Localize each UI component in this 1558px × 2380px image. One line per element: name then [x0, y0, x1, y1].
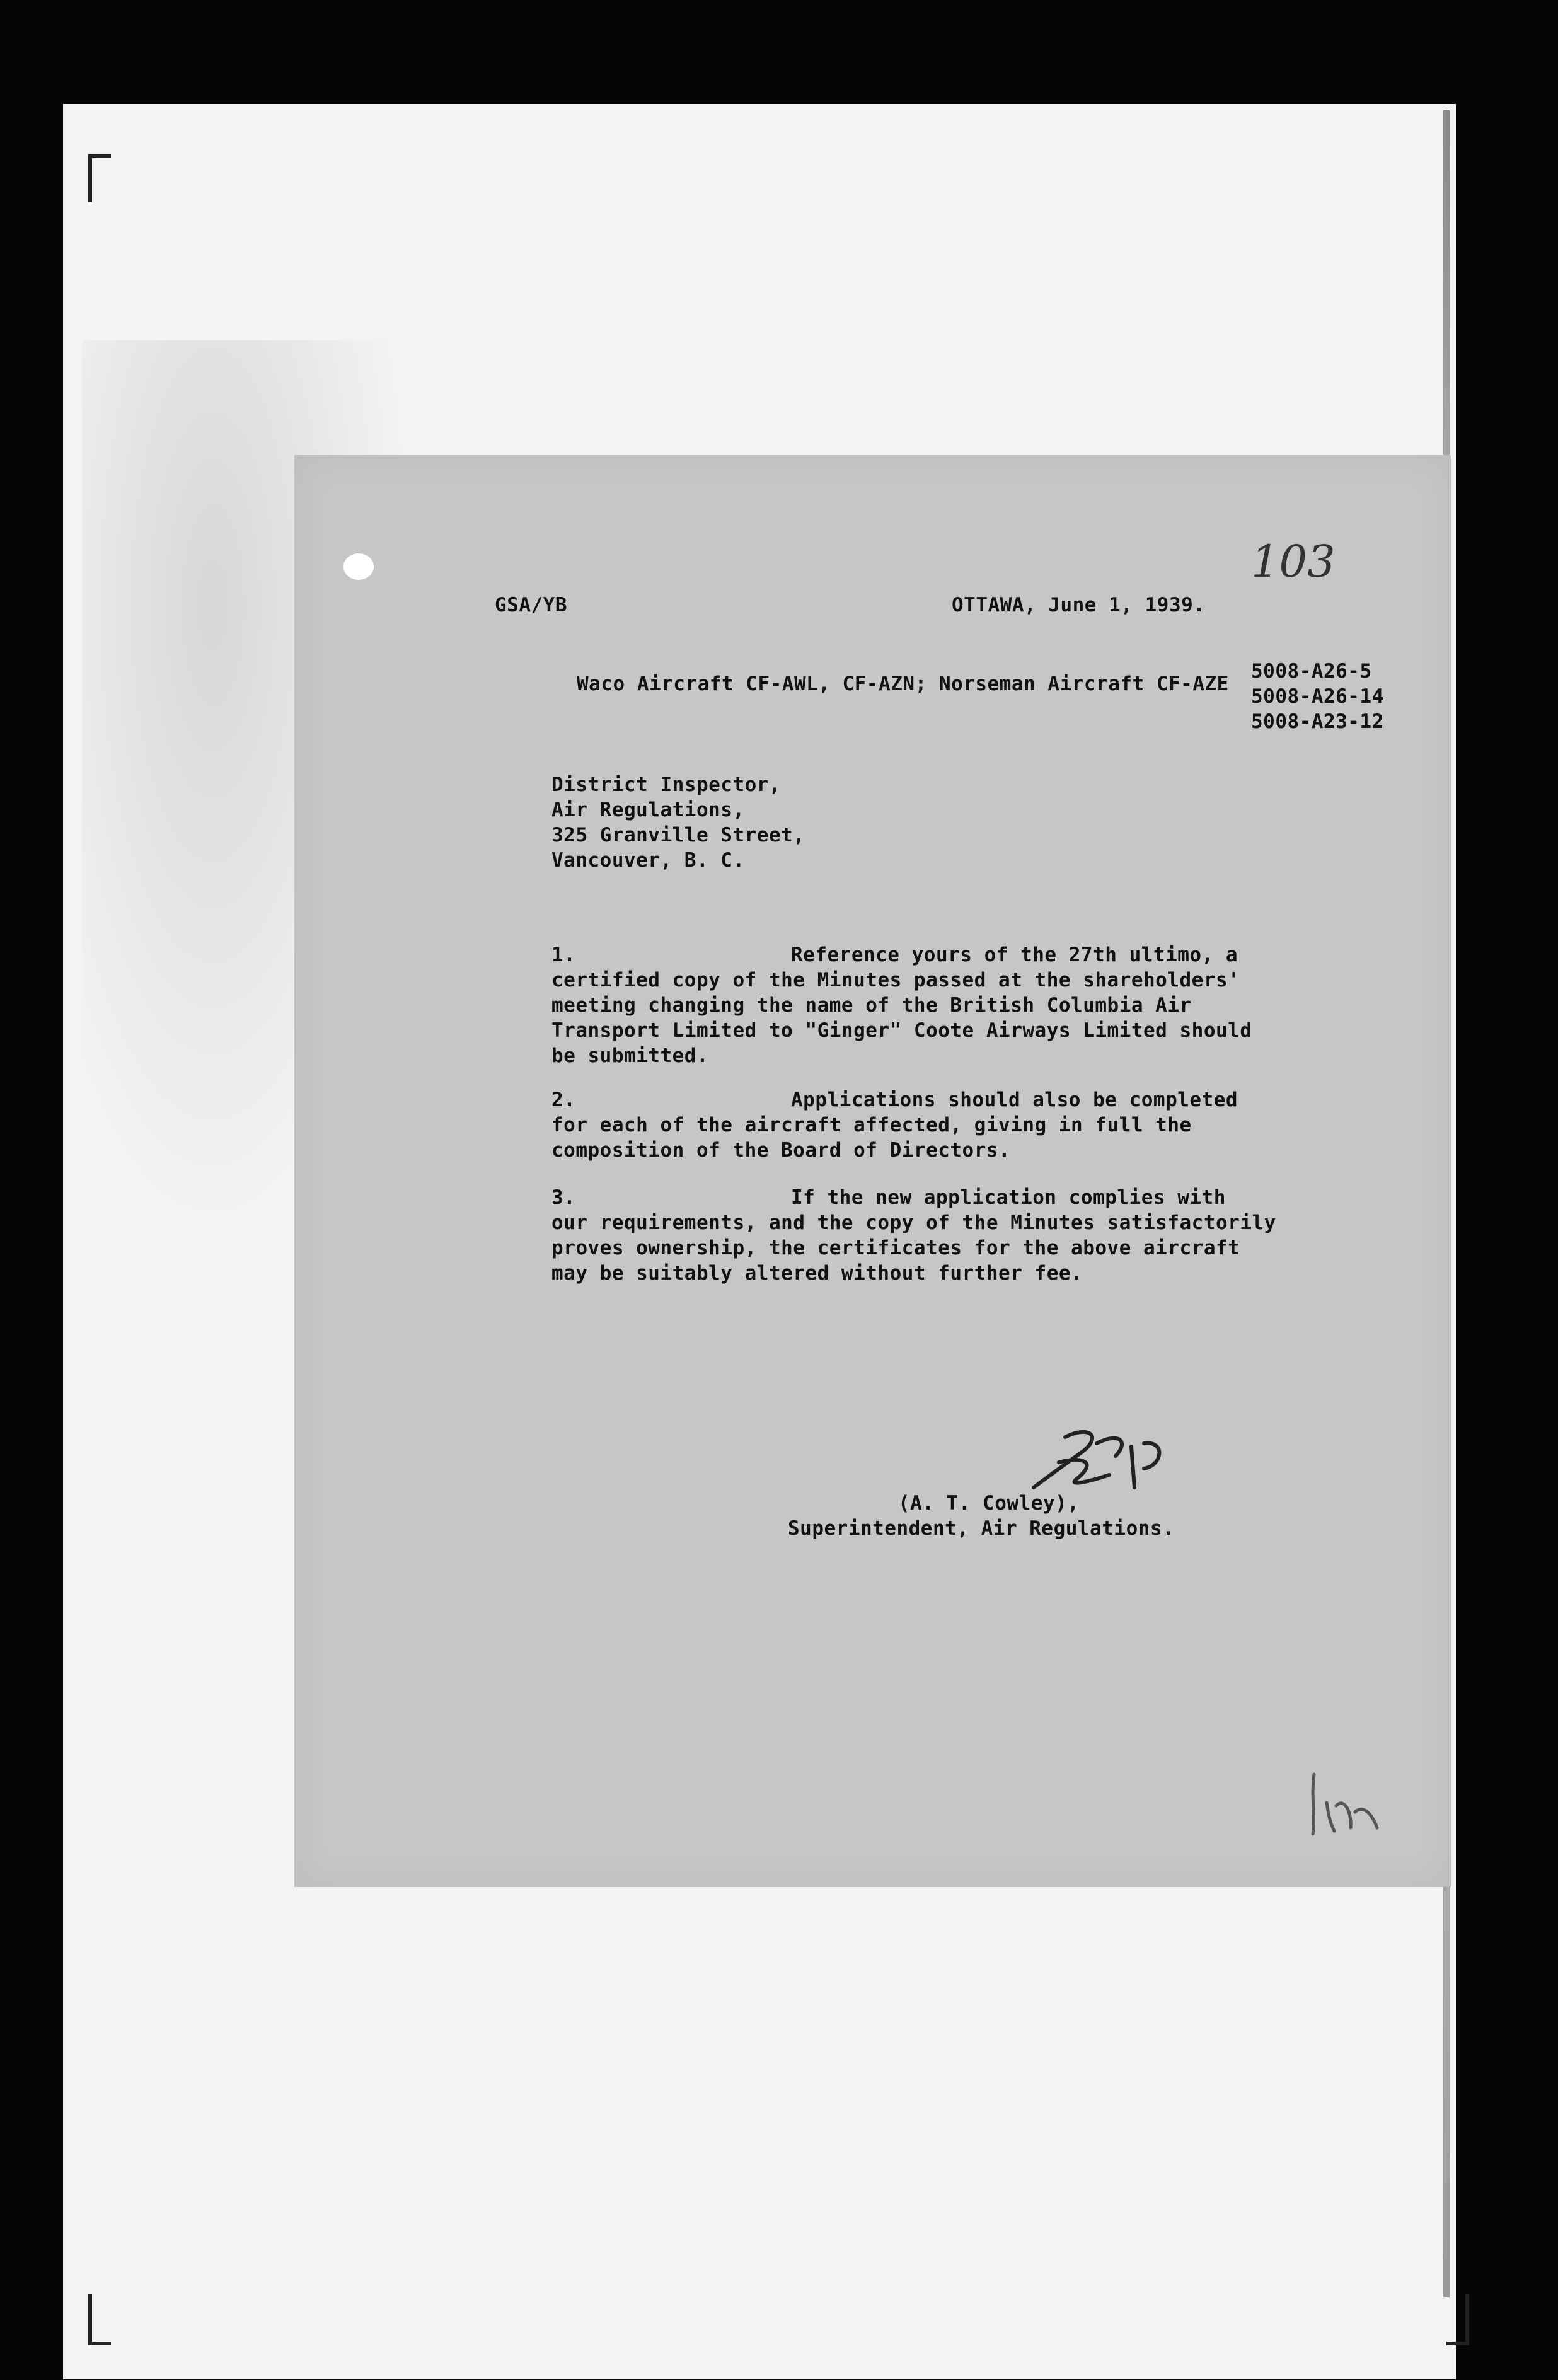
- recipient-line-1: District Inspector,: [551, 773, 782, 796]
- paragraph-1-line-2: certified copy of the Minutes passed at the shareholders': [551, 969, 1240, 991]
- place-date: OTTAWA, June 1, 1939.: [952, 594, 1206, 616]
- handwritten-mark: [1301, 1765, 1402, 1840]
- paragraph-2-line-3: composition of the Board of Directors.: [551, 1139, 1011, 1162]
- corner-mark-bottom-left: [88, 2294, 111, 2345]
- corner-mark-top-left: [88, 154, 111, 202]
- file-number-1: 5008-A26-5: [1251, 660, 1372, 683]
- recipient-line-3: 325 Granville Street,: [551, 824, 805, 846]
- recipient-line-4: Vancouver, B. C.: [551, 849, 745, 872]
- paragraph-3-line-2: our requirements, and the copy of the Minutes satisfactorily: [551, 1211, 1276, 1234]
- recipient-line-2: Air Regulations,: [551, 799, 745, 821]
- file-number-2: 5008-A26-14: [1251, 685, 1384, 708]
- paragraph-2-line-1: Applications should also be completed: [791, 1089, 1238, 1111]
- subject-line: Waco Aircraft CF-AWL, CF-AZN; Norseman Aircraft CF-AZE: [577, 673, 1229, 695]
- punch-hole: [343, 553, 374, 580]
- paragraph-2-number: 2.: [551, 1089, 576, 1111]
- paragraph-3-line-3: proves ownership, the certificates for the above aircraft: [551, 1237, 1240, 1259]
- paragraph-1-line-3: meeting changing the name of the British Columbia Air: [551, 994, 1192, 1017]
- corner-mark-bottom-right: [1446, 2294, 1469, 2345]
- signatory-name: (A. T. Cowley),: [898, 1492, 1080, 1515]
- paragraph-1-line-5: be submitted.: [551, 1044, 709, 1067]
- paragraph-3-line-4: may be suitably altered without further fee.: [551, 1262, 1083, 1285]
- paragraph-3-line-1: If the new application complies with: [791, 1186, 1226, 1209]
- paragraph-1-line-1: Reference yours of the 27th ultimo, a: [791, 944, 1238, 966]
- paragraph-3-number: 3.: [551, 1186, 576, 1209]
- paragraph-2-line-2: for each of the aircraft affected, giving in full the: [551, 1114, 1192, 1136]
- handwritten-initials-signature: [1021, 1418, 1191, 1500]
- signatory-title: Superintendent, Air Regulations.: [788, 1517, 1175, 1540]
- paragraph-1-number: 1.: [551, 944, 576, 966]
- reference-initials: GSA/YB: [495, 594, 567, 616]
- paragraph-1-line-4: Transport Limited to "Ginger" Coote Airways Limited should: [551, 1019, 1252, 1042]
- handwritten-page-number: 103: [1251, 536, 1336, 587]
- file-number-3: 5008-A23-12: [1251, 710, 1384, 733]
